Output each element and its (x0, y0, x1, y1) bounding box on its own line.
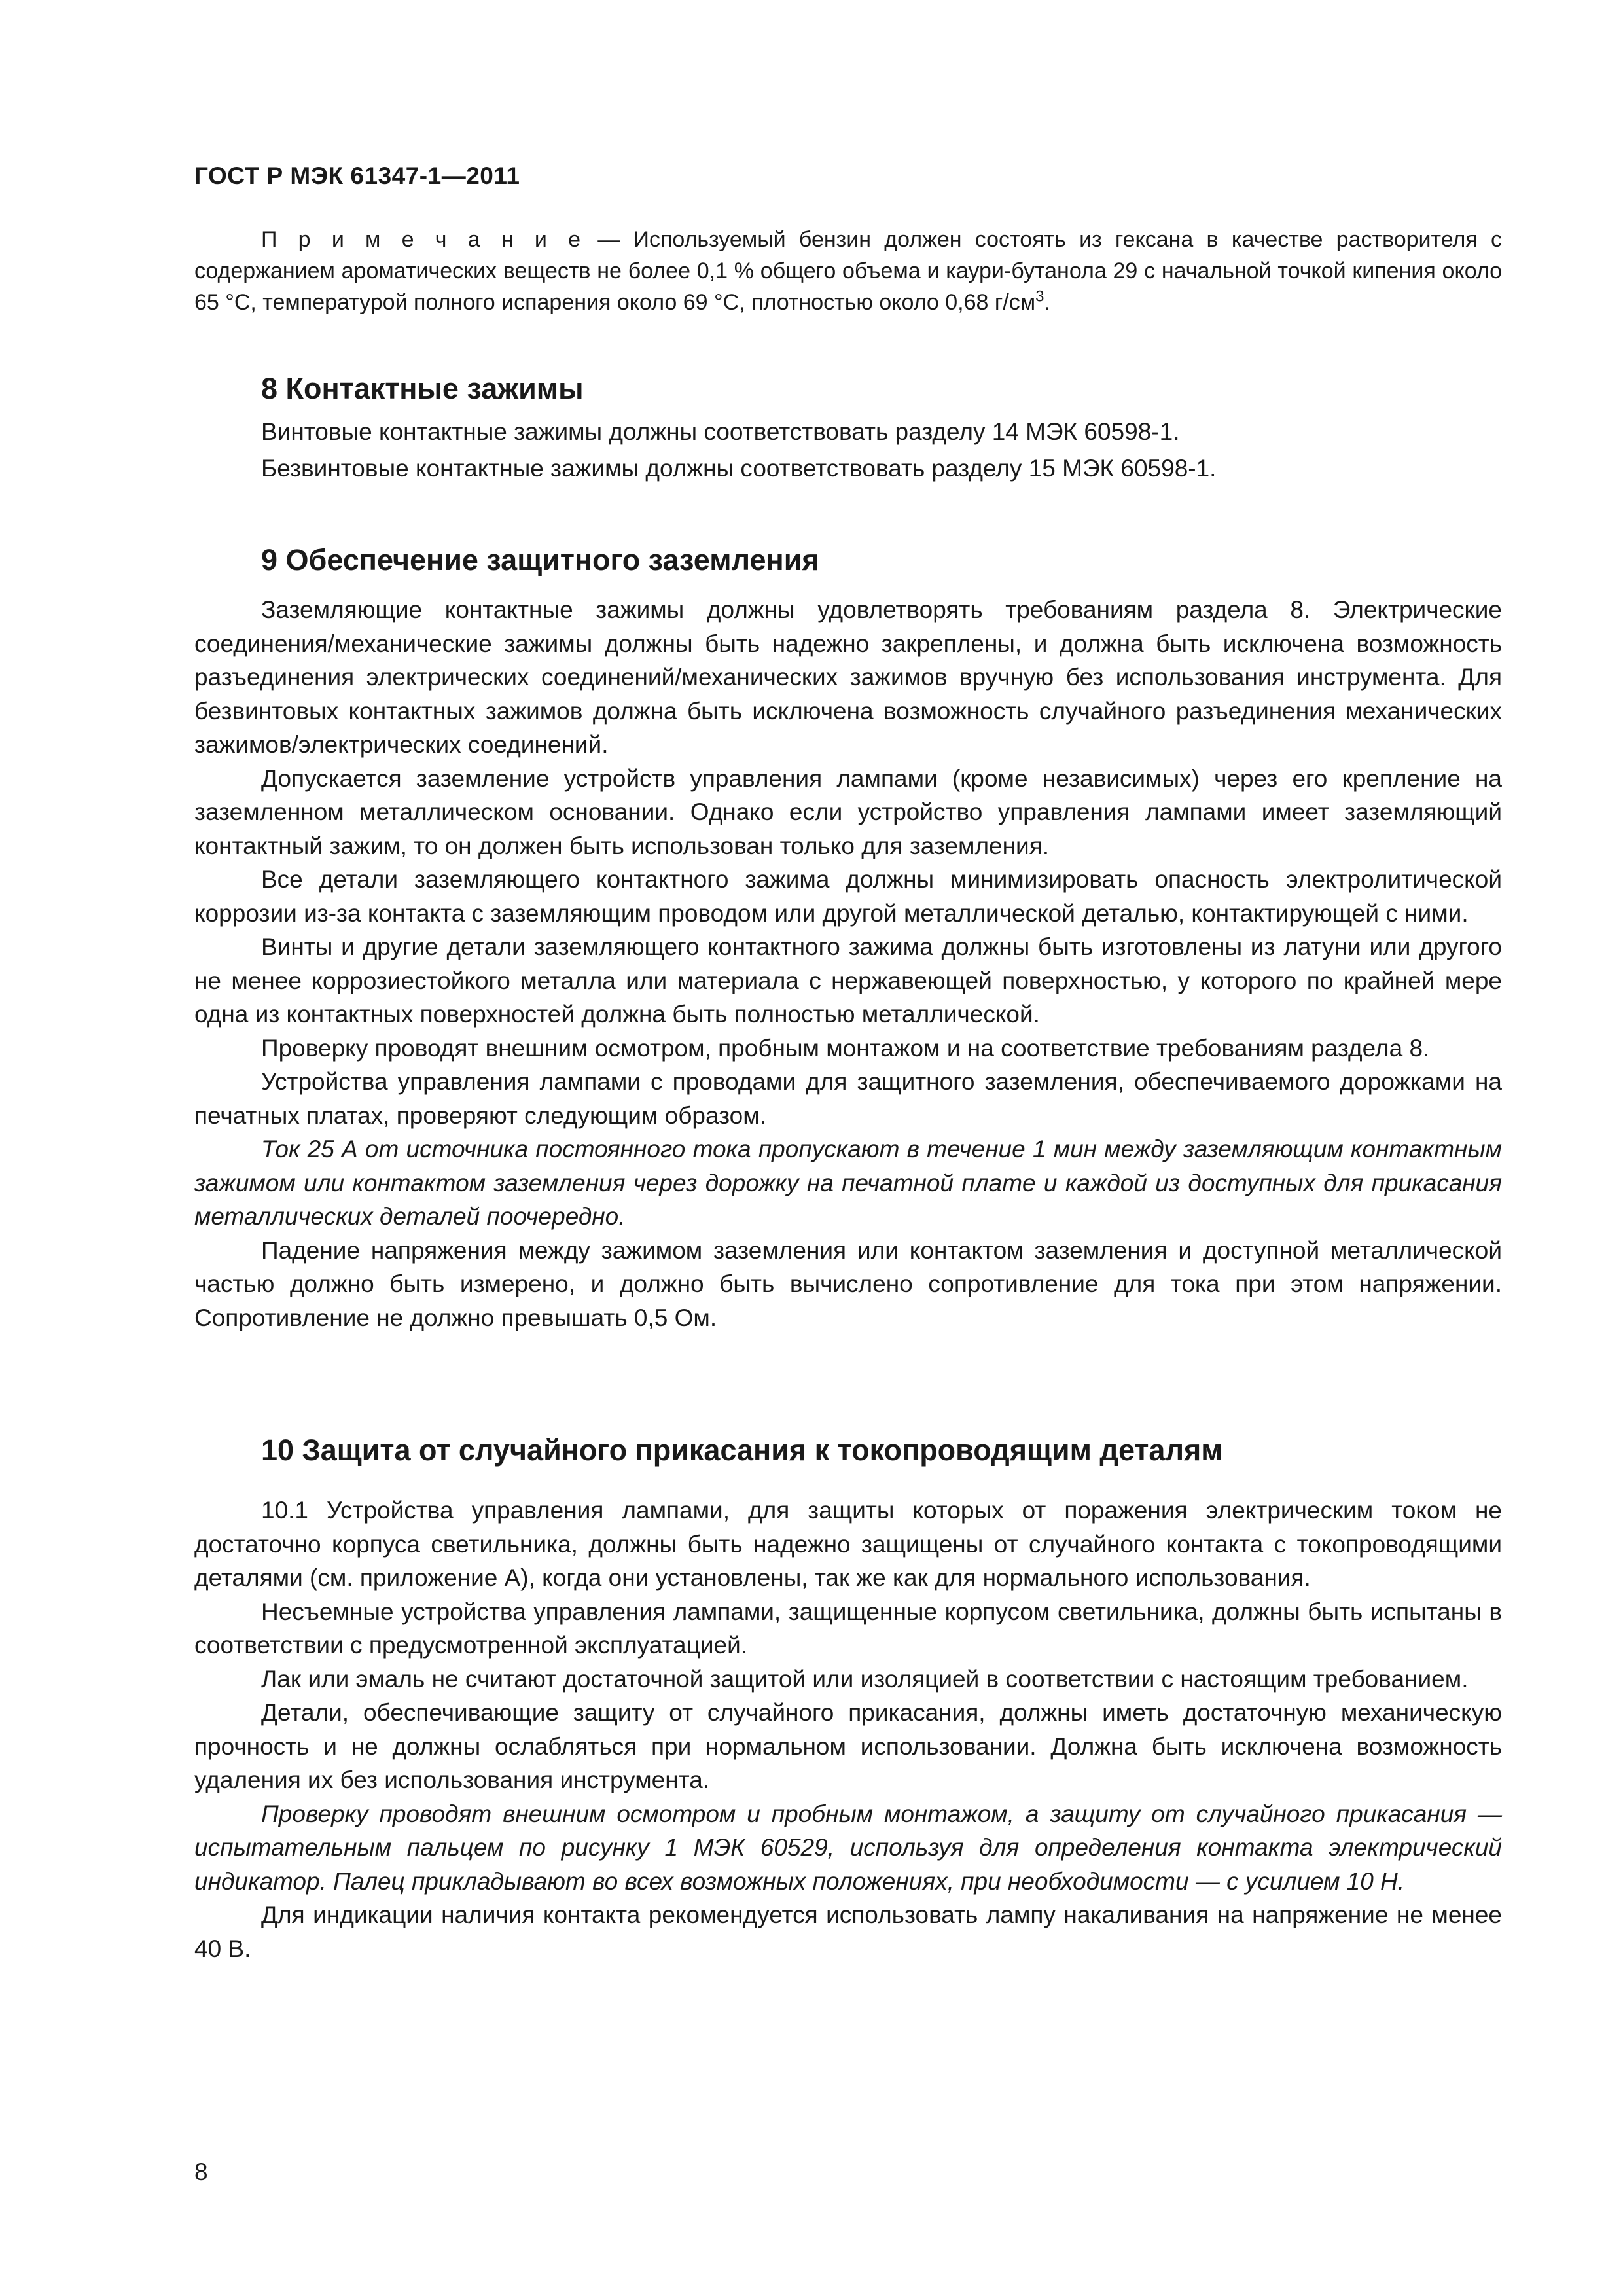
section-10-paragraph: Детали, обеспечивающие защиту от случайного прикасания, должны иметь достаточную механическую прочность и не должны ослабляться при нормальном использовании. Должна быть исключена возможность удаления их без использования инструмента. (194, 1699, 1502, 1793)
note-paragraph (194, 224, 1502, 318)
section-10-title: 10 Защита от случайного прикасания к токопроводящим деталям (261, 1433, 1223, 1467)
section-8-paragraph: Безвинтовые контактные зажимы должны соответствовать разделу 15 МЭК 60598-1. (261, 455, 1217, 482)
note-text: — Используемый бензин должен состоять из гексана в качестве растворителя с содержанием ароматических веществ не более 0,1 % общего объема и каури-бутанола 29 с начальной точкой кипения около 65 °С, температурой полного испарения около 69 °С, плотностью около 0,68 г/см (194, 227, 1502, 315)
section-10-paragraph: Несъемные устройства управления лампами, защищенные корпусом светильника, должны быть испытаны в соответствии с предусмотренной эксплуатацией. (194, 1598, 1502, 1659)
document-header: ГОСТ Р МЭК 61347-1—2011 (194, 162, 520, 189)
section-10-paragraph: Лак или эмаль не считают достаточной защитой или изоляцией в соответствии с настоящим требованием. (261, 1665, 1469, 1693)
note-label: П р и м е ч а н и е (261, 227, 585, 252)
section-9-title: 9 Обеспечение защитного заземления (261, 543, 819, 577)
section-9-paragraph: Падение напряжения между зажимом заземления или контактом заземления и доступной металлической частью должно быть измерено, и должно быть вычислено сопротивление для тока при этом напряжении. Сопротивление не должно превышать 0,5 Ом. (194, 1236, 1502, 1331)
section-9-paragraph: Проверку проводят внешним осмотром, пробным монтажом и на соответствие требованиям раздела 8. (261, 1034, 1430, 1062)
section-9-paragraph: Заземляющие контактные зажимы должны удовлетворять требованиям раздела 8. Электрические соединения/механические зажимы должны быть надежно закреплены, и должна быть исключена возможность разъединения электрических соединений/механических зажимов вручную без использования инструмента. Для безвинтовых контактных зажимов должна быть исключена возможность случайного разъединения механических зажимов/электрических соединений. (194, 596, 1502, 758)
section-9-body (194, 593, 1502, 1335)
page-number: 8 (194, 2159, 208, 2185)
section-10-italic-paragraph: Проверку проводят внешним осмотром и пробным монтажом, а защиту от случайного прикасания — испытательным пальцем по рисунку 1 МЭК 60529, используя для определения контакта электрический индикатор. Палец прикладывают во всех возможных положениях, при необходимости — с усилием 10 Н. (194, 1800, 1502, 1895)
section-10-body (194, 1494, 1502, 1965)
note-tail: . (1044, 290, 1050, 315)
section-9-paragraph: Винты и другие детали заземляющего контактного зажима должны быть изготовлены из латуни или другого не менее коррозиестойкого металла или материала с нержавеющей поверхностью, у которого по крайней мере одна из контактных поверхностей должна быть полностью металлической. (194, 933, 1502, 1028)
section-8-title: 8 Контактные зажимы (261, 372, 584, 405)
section-9-italic-paragraph: Ток 25 А от источника постоянного тока пропускают в течение 1 мин между заземляющим контактным зажимом или контактом заземления через дорожку на печатной плате и каждой из доступных для прикасания металлических деталей поочередно. (194, 1136, 1502, 1230)
section-9-paragraph: Все детали заземляющего контактного зажима должны минимизировать опасность электролитической коррозии из-за контакта с заземляющим проводом или другой металлической деталью, контактирующей с ними. (194, 866, 1502, 927)
section-10-paragraph: Для индикации наличия контакта рекомендуется использовать лампу накаливания на напряжение не менее 40 В. (194, 1901, 1502, 1962)
note-superscript: 3 (1035, 287, 1044, 306)
section-8-body (194, 414, 1502, 487)
section-8-paragraph: Винтовые контактные зажимы должны соответствовать разделу 14 МЭК 60598-1. (261, 418, 1180, 445)
section-9-paragraph: Устройства управления лампами с проводами для защитного заземления, обеспечиваемого дорожками на печатных платах, проверяют следующим образом. (194, 1068, 1502, 1129)
section-9-paragraph: Допускается заземление устройств управления лампами (кроме независимых) через его крепление на заземленном металлическом основании. Однако если устройство управления лампами имеет заземляющий контактный зажим, то он должен быть использован только для заземления. (194, 764, 1502, 859)
section-10-paragraph: 10.1 Устройства управления лампами, для защиты которых от поражения электрическим током не достаточно корпуса светильника, должны быть надежно защищены от случайного контакта с токопроводящими деталями (см. приложение А), когда они установлены, так же как для нормального использования. (194, 1497, 1502, 1591)
